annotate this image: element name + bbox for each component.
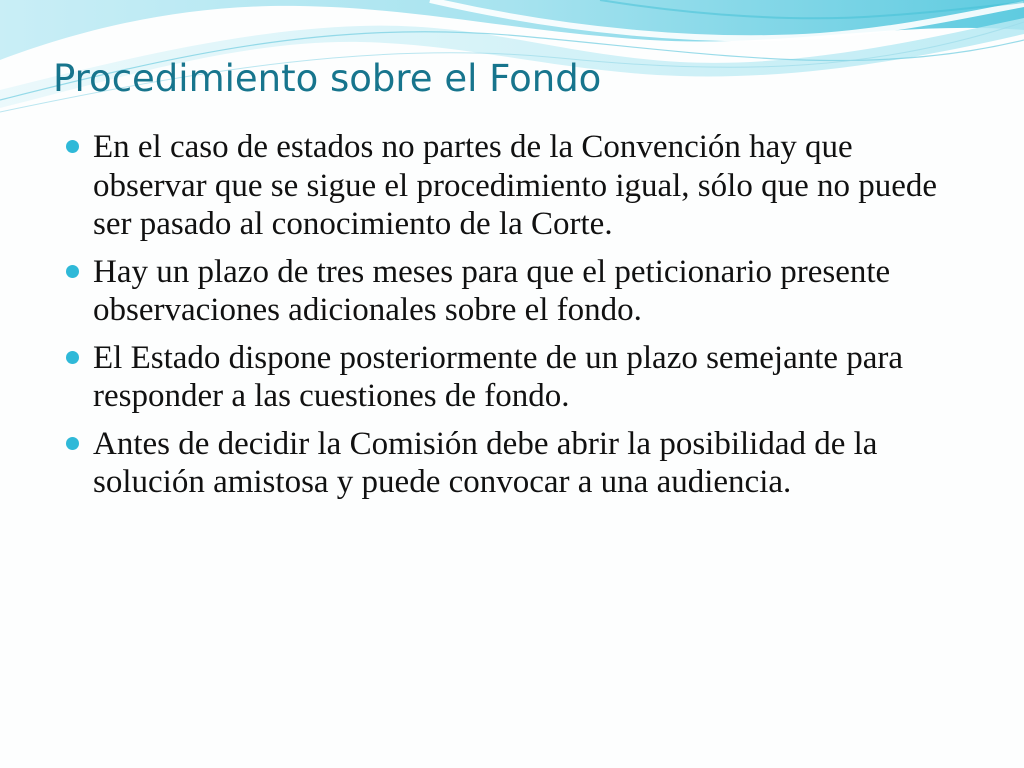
bullet-item-3 bbox=[64, 339, 964, 416]
bullet-item-4 bbox=[64, 425, 964, 502]
bullet-item-2 bbox=[64, 253, 964, 330]
bullet-text: Antes de decidir la Comisión debe abrir la posibilidad de la solución amistosa y puede convocar a una audiencia. bbox=[93, 425, 878, 500]
bullet-dot-icon bbox=[66, 437, 79, 450]
bullet-text: Hay un plazo de tres meses para que el peticionario presente observaciones adicionales sobre el fondo. bbox=[93, 253, 891, 328]
slide-title: Procedimiento sobre el Fondo bbox=[53, 57, 602, 100]
bullet-dot-icon bbox=[66, 265, 79, 278]
bullet-dot-icon bbox=[66, 140, 79, 153]
bullet-text: El Estado dispone posteriormente de un plazo semejante para responder a las cuestiones de fondo. bbox=[93, 339, 904, 414]
bullet-item-1 bbox=[64, 128, 964, 244]
bullet-list bbox=[64, 128, 964, 511]
bullet-text: En el caso de estados no partes de la Convención hay que observar que se sigue el procedimiento igual, sólo que no puede ser pasado al conocimiento de la Corte. bbox=[93, 129, 938, 242]
bullet-dot-icon bbox=[66, 351, 79, 364]
